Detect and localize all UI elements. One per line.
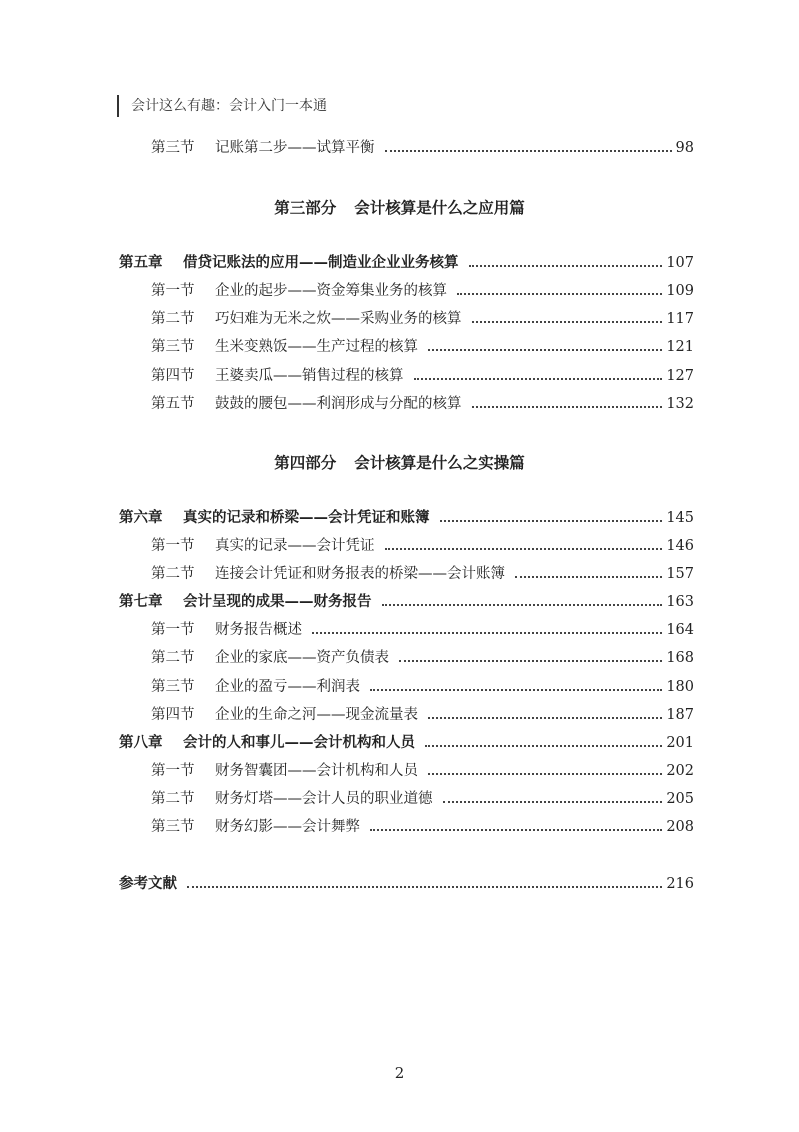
- leader-dots: [472, 311, 663, 323]
- entry-page: 205: [666, 791, 694, 807]
- toc-entry-section[interactable]: [151, 564, 694, 584]
- leader-dots: [370, 819, 662, 831]
- part-heading: [0, 452, 799, 474]
- entry-title: 会计呈现的成果——财务报告: [183, 594, 372, 610]
- entry-title: 巧妇难为无米之炊——采购业务的核算: [215, 311, 462, 327]
- toc-entry-section[interactable]: [151, 337, 694, 357]
- toc-entry-section[interactable]: [151, 394, 694, 414]
- toc-entry-section[interactable]: [151, 620, 694, 640]
- entry-number: 第一节: [151, 763, 195, 779]
- entry-title: 企业的生命之河——现金流量表: [215, 707, 418, 723]
- toc-entry-section[interactable]: [151, 789, 694, 809]
- leader-dots: [428, 763, 662, 775]
- leader-dots: [425, 735, 662, 747]
- entry-title: 企业的家底——资产负债表: [215, 650, 389, 666]
- leader-dots: [370, 679, 662, 691]
- entry-number: 第一节: [151, 283, 195, 299]
- entry-title: 财务报告概述: [215, 622, 302, 638]
- toc-entry-section[interactable]: [151, 138, 694, 158]
- leader-dots: [382, 594, 663, 606]
- running-head: 会计这么有趣：会计入门一本通: [117, 95, 327, 117]
- entry-number: 第二节: [151, 311, 195, 327]
- entry-number: 第六章: [119, 510, 163, 526]
- entry-title: 企业的起步——资金筹集业务的核算: [215, 283, 447, 299]
- entry-number: 第二节: [151, 791, 195, 807]
- part-title: 会计核算是什么之实操篇: [354, 454, 525, 472]
- entry-title: 鼓鼓的腰包——利润形成与分配的核算: [215, 396, 462, 412]
- leader-dots: [443, 791, 663, 803]
- entry-number: 第一节: [151, 538, 195, 554]
- leader-dots: [312, 622, 662, 634]
- leader-dots: [515, 566, 662, 578]
- entry-number: 第三节: [151, 339, 195, 355]
- entry-title: 真实的记录和桥梁——会计凭证和账簿: [183, 510, 430, 526]
- leader-dots: [385, 140, 672, 152]
- entry-number: 第二节: [151, 650, 195, 666]
- toc-entry-section[interactable]: [151, 648, 694, 668]
- leader-dots: [440, 510, 663, 522]
- entry-page: 145: [666, 510, 694, 526]
- entry-page: 157: [666, 566, 694, 582]
- leader-dots: [469, 255, 663, 267]
- toc-entry-section[interactable]: [151, 761, 694, 781]
- entry-title: 记账第二步——试算平衡: [215, 140, 375, 156]
- toc-entry-chapter[interactable]: [119, 592, 694, 612]
- toc-entry-section[interactable]: [151, 677, 694, 697]
- leader-dots: [457, 283, 662, 295]
- toc-entry-references[interactable]: [119, 874, 694, 894]
- entry-page: 121: [666, 339, 694, 355]
- toc-entry-section[interactable]: [151, 309, 694, 329]
- leader-dots: [399, 650, 662, 662]
- part-title: 会计核算是什么之应用篇: [354, 199, 525, 217]
- toc-entry-section[interactable]: [151, 817, 694, 837]
- page-number: 2: [394, 1064, 405, 1082]
- entry-number: 第五章: [119, 255, 163, 271]
- toc-entry-section[interactable]: [151, 705, 694, 725]
- entry-title: 借贷记账法的应用——制造业企业业务核算: [183, 255, 459, 271]
- entry-title: 王婆卖瓜——销售过程的核算: [215, 368, 404, 384]
- entry-page: 168: [666, 650, 694, 666]
- leader-dots: [472, 396, 663, 408]
- entry-number: 第三节: [151, 679, 195, 695]
- entry-page: 109: [666, 283, 694, 299]
- entry-title: 参考文献: [119, 876, 177, 892]
- entry-page: 98: [675, 140, 694, 156]
- entry-page: 180: [666, 679, 694, 695]
- leader-dots: [428, 339, 662, 351]
- entry-page: 208: [666, 819, 694, 835]
- entry-number: 第一节: [151, 622, 195, 638]
- entry-title: 会计的人和事儿——会计机构和人员: [183, 735, 415, 751]
- entry-title: 企业的盈亏——利润表: [215, 679, 360, 695]
- leader-dots: [428, 707, 662, 719]
- part-label: 第三部分: [274, 199, 337, 217]
- entry-page: 132: [666, 396, 694, 412]
- entry-page: 201: [666, 735, 694, 751]
- entry-title: 财务智囊团——会计机构和人员: [215, 763, 418, 779]
- toc-entry-chapter[interactable]: [119, 253, 694, 273]
- leader-dots: [385, 538, 663, 550]
- leader-dots: [187, 876, 662, 888]
- entry-page: 146: [666, 538, 694, 554]
- toc-entry-section[interactable]: [151, 536, 694, 556]
- part-heading: [0, 197, 799, 219]
- toc-entry-section[interactable]: [151, 366, 694, 386]
- toc-entry-chapter[interactable]: [119, 508, 694, 528]
- entry-page: 164: [666, 622, 694, 638]
- toc-entry-chapter[interactable]: [119, 733, 694, 753]
- entry-page: 107: [666, 255, 694, 271]
- part-label: 第四部分: [274, 454, 337, 472]
- entry-title: 真实的记录——会计凭证: [215, 538, 375, 554]
- toc-entry-section[interactable]: [151, 281, 694, 301]
- entry-page: 202: [666, 763, 694, 779]
- entry-title: 财务幻影——会计舞弊: [215, 819, 360, 835]
- entry-page: 187: [666, 707, 694, 723]
- entry-number: 第八章: [119, 735, 163, 751]
- entry-number: 第二节: [151, 566, 195, 582]
- entry-page: 163: [666, 594, 694, 610]
- entry-title: 连接会计凭证和财务报表的桥梁——会计账簿: [215, 566, 505, 582]
- entry-page: 117: [666, 311, 694, 327]
- entry-number: 第七章: [119, 594, 163, 610]
- entry-number: 第四节: [151, 707, 195, 723]
- entry-number: 第三节: [151, 140, 195, 156]
- entry-page: 216: [666, 876, 694, 892]
- entry-number: 第四节: [151, 368, 195, 384]
- entry-number: 第五节: [151, 396, 195, 412]
- leader-dots: [414, 368, 663, 380]
- entry-title: 生米变熟饭——生产过程的核算: [215, 339, 418, 355]
- entry-page: 127: [666, 368, 694, 384]
- entry-title: 财务灯塔——会计人员的职业道德: [215, 791, 433, 807]
- entry-number: 第三节: [151, 819, 195, 835]
